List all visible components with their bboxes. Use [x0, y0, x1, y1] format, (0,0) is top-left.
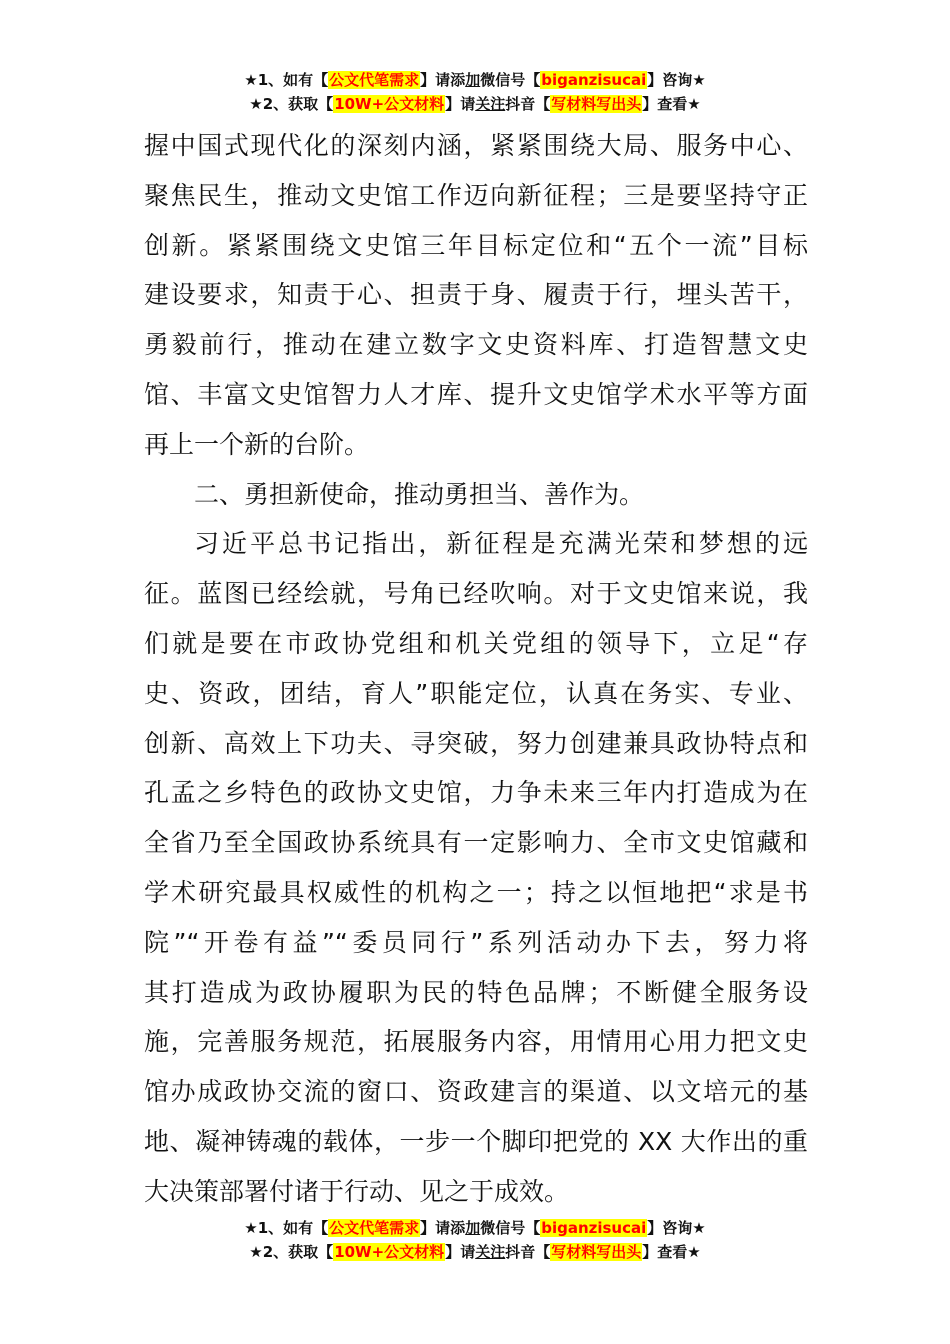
banner-text: 】请添 — [420, 1219, 466, 1237]
banner-line-1 — [0, 68, 950, 92]
banner-text: ★1、如有【 — [244, 71, 329, 89]
body-line: 勇毅前行，推动在建立数字文史资料库、打造智慧文史 — [144, 330, 808, 360]
banner-text: 】请 — [445, 1243, 476, 1261]
banner-text: 】请 — [445, 95, 476, 113]
body-line: 再上一个新的台阶。 — [144, 429, 370, 459]
body-line: 馆、丰富文史馆智力人才库、提升文史馆学术水平等方面 — [144, 379, 808, 409]
banner-text: 】咨询★ — [647, 1219, 706, 1237]
banner-underlined-text: 加 — [465, 71, 481, 89]
banner-highlight: 10W+公文材料 — [334, 1243, 445, 1261]
banner-highlight: 写材料写出头 — [551, 95, 642, 113]
banner-underlined-text: 关注 — [475, 95, 506, 113]
banner-text: ★2、获取【 — [249, 1243, 334, 1261]
body-line: 创新、高效上下功夫、寻突破，努力创建兼具政协特点和 — [144, 728, 808, 758]
body-line: 建设要求，知责于心、担责于身、履责于行，埋头苦干， — [144, 280, 808, 310]
document-body — [144, 121, 808, 1217]
banner-line-2 — [0, 92, 950, 116]
body-line: 全省乃至全国政协系统具有一定影响力、全市文史馆藏和 — [144, 828, 808, 858]
body-line: 其打造成为政协履职为民的特色品牌；不断健全服务设 — [144, 977, 808, 1007]
body-line: 们就是要在市政协党组和机关党组的领导下，立足“存 — [144, 628, 808, 658]
body-line: 史、资政，团结，育人”职能定位，认真在务实、专业、 — [144, 678, 808, 708]
body-line: 馆办成政协交流的窗口、资政建言的渠道、以文培元的基 — [144, 1077, 808, 1107]
body-line: 院”“开卷有益”“委员同行”系列活动办下去，努力将 — [144, 927, 808, 957]
banner-text: 微信号【 — [480, 71, 541, 89]
banner-text: 】咨询★ — [647, 71, 706, 89]
banner-text: 抖音【 — [505, 1243, 551, 1261]
section-heading: 二、勇担新使命，推动勇担当、善作为。 — [194, 479, 645, 509]
header-banner — [0, 68, 950, 116]
body-line: 习近平总书记指出，新征程是充满光荣和梦想的远 — [194, 529, 808, 559]
banner-highlight: 写材料写出头 — [551, 1243, 642, 1261]
banner-text: 】查看★ — [642, 1243, 701, 1261]
body-line: 聚焦民生，推动文史馆工作迈向新征程；三是要坚持守正 — [144, 180, 808, 210]
banner-text: 】请添 — [420, 71, 466, 89]
body-line: 学术研究最具权威性的机构之一；持之以恒地把“求是书 — [144, 877, 808, 907]
banner-highlight: biganzisucai — [541, 1219, 647, 1237]
banner-highlight: 10W+公文材料 — [334, 95, 445, 113]
body-line: 征。蓝图已经绘就，号角已经吹响。对于文史馆来说，我 — [144, 579, 808, 609]
body-line: 创新。紧紧围绕文史馆三年目标定位和“五个一流”目标 — [144, 230, 808, 260]
banner-text: ★1、如有【 — [244, 1219, 329, 1237]
body-line: 大决策部署付诸于行动、见之于成效。 — [144, 1176, 570, 1206]
banner-underlined-text: 关注 — [475, 1243, 506, 1261]
body-line: 施，完善服务规范，拓展服务内容，用情用心用力把文史 — [144, 1027, 808, 1057]
banner-text: 】查看★ — [642, 95, 701, 113]
banner-line-1 — [0, 1216, 950, 1240]
banner-text: ★2、获取【 — [249, 95, 334, 113]
body-line: 握中国式现代化的深刻内涵，紧紧围绕大局、服务中心、 — [144, 131, 808, 160]
banner-highlight: 公文代笔需求 — [329, 1219, 420, 1237]
banner-text: 微信号【 — [480, 1219, 541, 1237]
banner-underlined-text: 加 — [465, 1219, 481, 1237]
body-line: 地、凝神铸魂的载体，一步一个脚印把党的 XX 大作出的重 — [144, 1126, 808, 1156]
banner-line-2 — [0, 1240, 950, 1264]
banner-text: 抖音【 — [505, 95, 551, 113]
body-line: 孔孟之乡特色的政协文史馆，力争未来三年内打造成为在 — [144, 778, 808, 808]
footer-banner — [0, 1216, 950, 1264]
banner-highlight: biganzisucai — [541, 71, 647, 89]
banner-highlight: 公文代笔需求 — [329, 71, 420, 89]
